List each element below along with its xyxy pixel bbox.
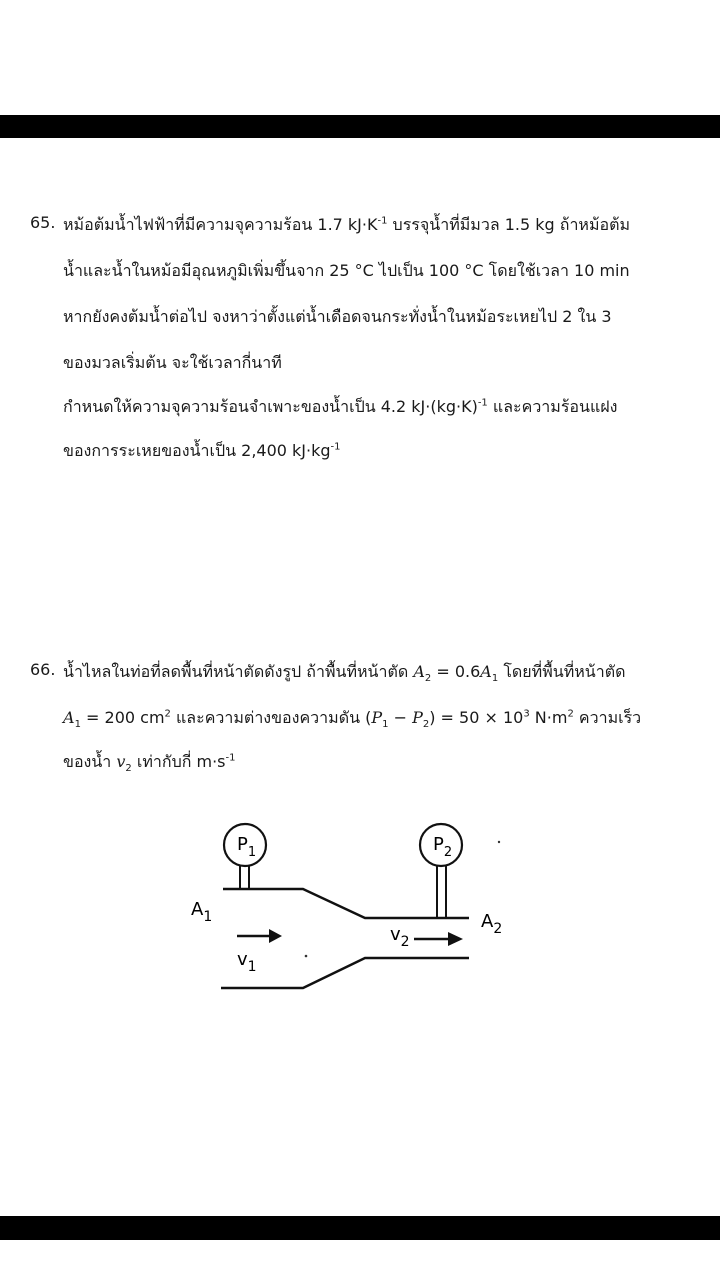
q65-line-1: หม้อต้มน้ำไฟฟ้าที่มีความจุความร้อน 1.7 $kJ\cdot K^{-1}$ บรรจุน้ำที่มีมวล 1.5 kg ถ้าหม้อต้ม: [63, 215, 631, 234]
q66-line-2: $A_1 = 200$ $cm^2$ และความต่างของความดัน $(P_1 - P_2) = 50 \times 10^3$ $N\cdot m^2$ ความเร็ว: [63, 708, 642, 731]
scan-speck: [498, 841, 500, 843]
pipe-diagram: [185, 815, 520, 993]
q65-line-4: ของมวลเริ่มต้น จะใช้เวลากี่นาที: [63, 353, 282, 372]
q66-line-3: ของน้ำ $v_2$ เท่ากับกี่ $m\cdot s^{-1}$: [63, 752, 236, 775]
pipe-upper-wall: [223, 889, 469, 918]
a2-label: $A_2$: [481, 911, 503, 937]
q66-line-1: น้ำไหลในท่อที่ลดพื้นที่หน้าตัดดังรูป ถ้าพื้นที่หน้าตัด $A_2 = 0.6A_1$ โดยที่พื้นที่หน้าตัด: [63, 662, 626, 685]
p2-label: $P_2$: [433, 834, 453, 860]
p1-label: $P_1$: [237, 834, 257, 860]
flow-arrow-2-head: [448, 932, 463, 946]
q65-line-6: ของการระเหยของน้ำเป็น 2,400 $kJ\cdot kg^{-1}$: [63, 441, 341, 460]
scan-speck: [305, 955, 308, 958]
question-number: 66.: [30, 660, 56, 679]
q65-line-3: หากยังคงต้มน้ำต่อไป จงหาว่าตั้งแต่น้ำเดือดจนกระทั่งน้ำในหม้อระเหยไป 2 ใน 3: [63, 307, 612, 326]
bottom-black-bar: [0, 1216, 720, 1240]
pipe-diagram-svg: [185, 815, 520, 993]
flow-arrow-1-head: [269, 929, 282, 943]
a1-label: $A_1$: [191, 899, 213, 925]
pipe-lower-wall: [221, 958, 469, 988]
question-number: 65.: [30, 213, 56, 232]
q65-line-5: กำหนดให้ความจุความร้อนจำเพาะของน้ำเป็น 4.2 $kJ\cdot(kg\cdot K)^{-1}$ และความร้อนแฝง: [63, 397, 618, 416]
question-66: [30, 660, 655, 790]
v2-label: $v_2$: [390, 924, 410, 950]
top-black-bar: [0, 115, 720, 138]
question-65: [30, 213, 655, 473]
q65-line-2: น้ำและน้ำในหม้อมีอุณหภูมิเพิ่มขึ้นจาก 25 °C ไปเป็น 100 °C โดยใช้เวลา 10 min: [63, 261, 630, 280]
v1-label: $v_1$: [237, 949, 257, 975]
